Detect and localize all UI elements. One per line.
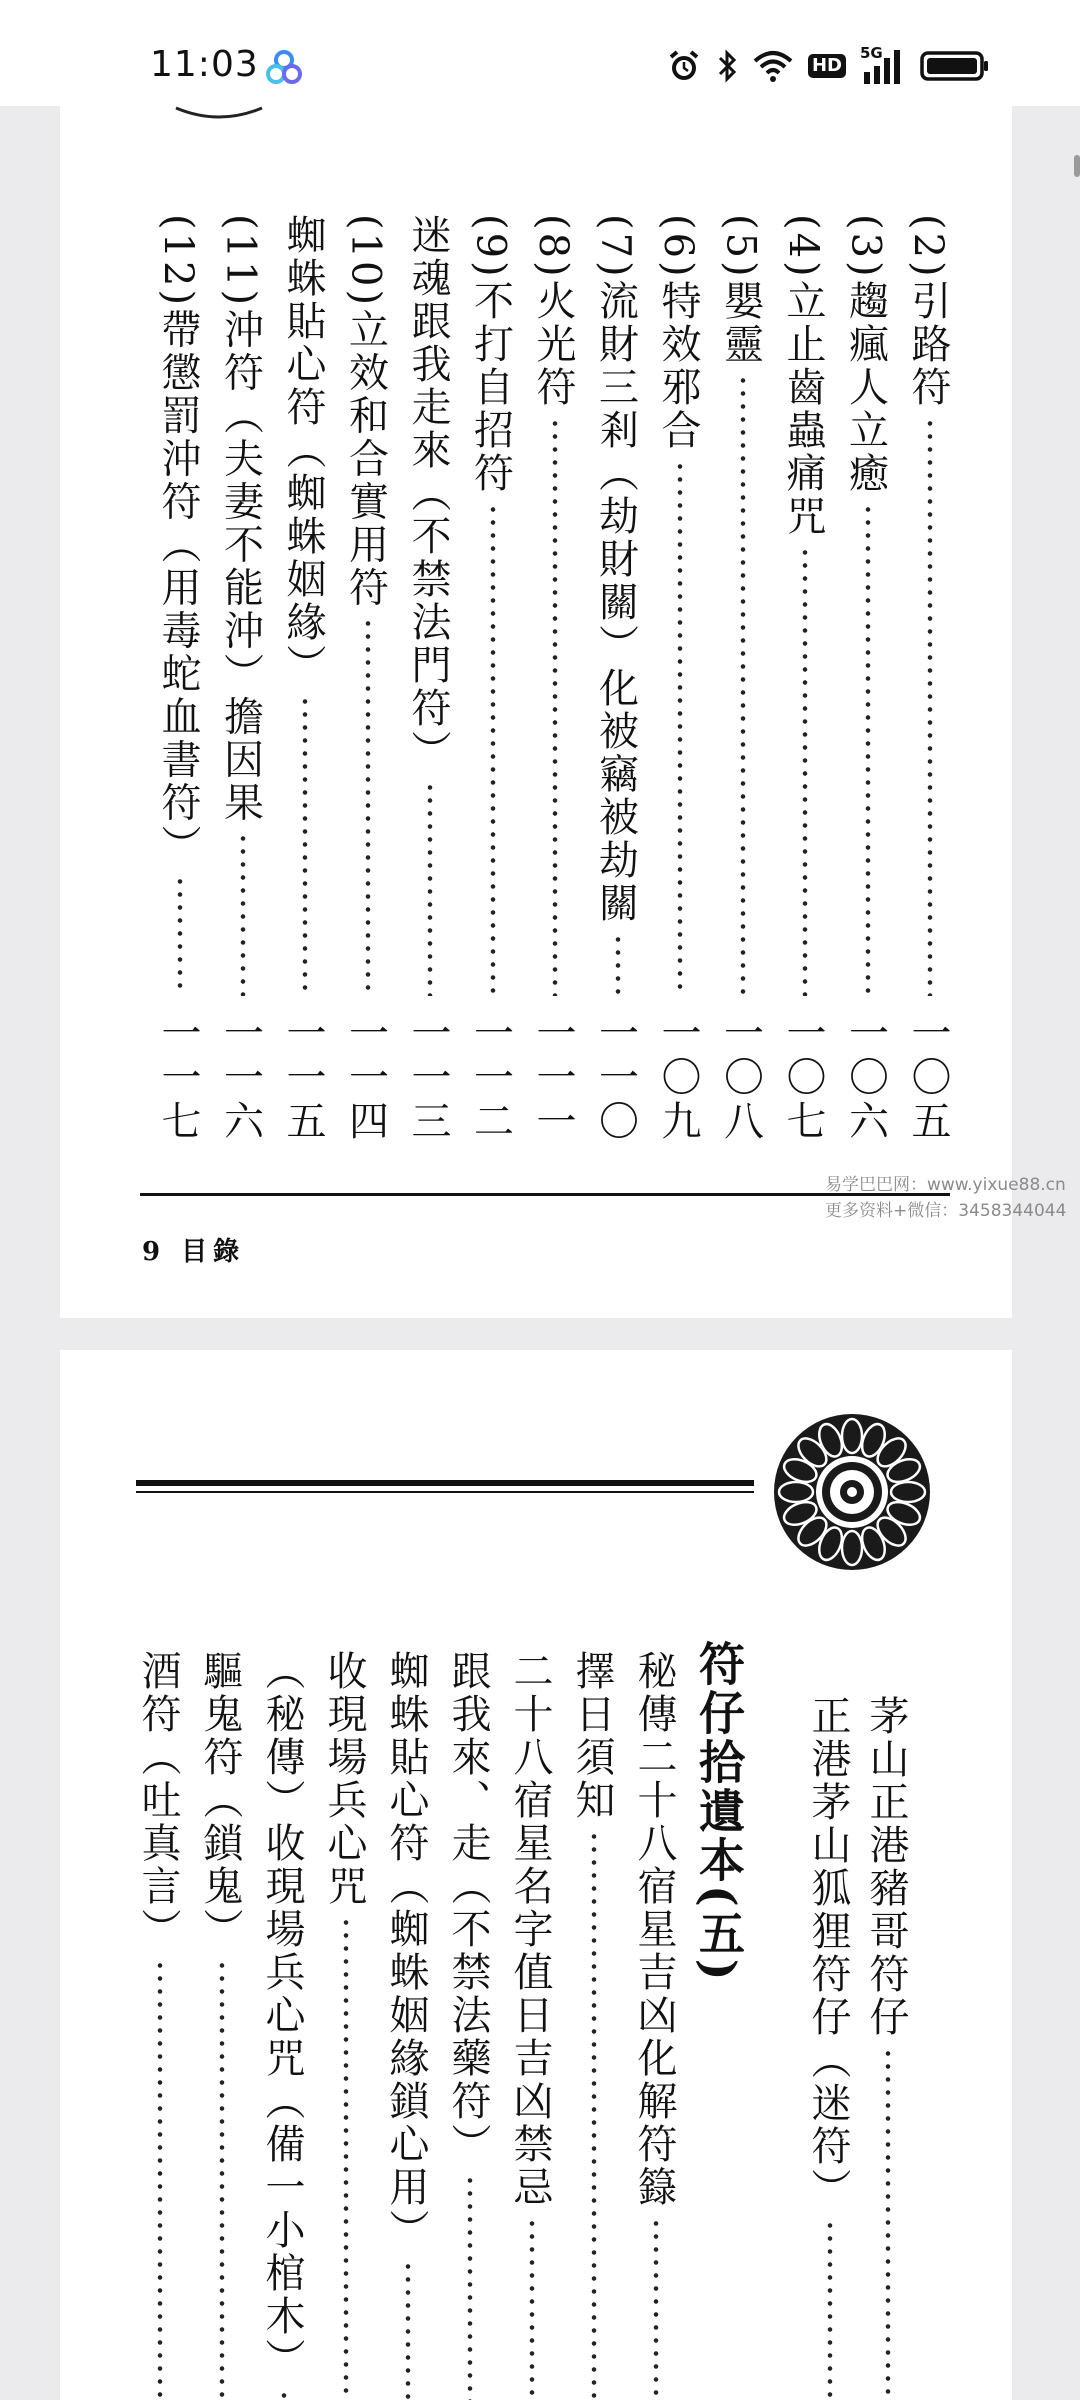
toc-leader-dots [490, 503, 496, 996]
toc-entry-title: 二十八宿星名字值日吉凶禁忌 [507, 1650, 553, 2209]
alarm-icon [666, 48, 702, 84]
toc-leader-dots [467, 2174, 473, 2400]
toc-entry-title: (4)立止齒蟲痛咒 [780, 214, 826, 538]
toc-entry-title: 驅鬼符（鎖鬼） [197, 1650, 243, 1951]
toc-leader-dots [365, 617, 371, 996]
toc-leader-dots [343, 1916, 349, 2400]
toc-leader-dots [405, 2260, 411, 2400]
toc-entry-title: (7)流財三剎（劫財關）化被竊被劫關 [592, 214, 639, 925]
toc-leader-dots [802, 546, 808, 996]
toc-entry-title: 秘傳二十八宿星吉凶化解符籙 [631, 1650, 677, 2209]
bluetooth-icon [716, 48, 738, 84]
toc-leader-dots [219, 1959, 225, 2400]
toc-entry-page-number: 一一二 [467, 1012, 514, 1144]
toc-entry-title: (2)引路符 [905, 214, 951, 409]
toc-leader-dots [927, 417, 933, 996]
toc-leader-dots [653, 2217, 659, 2400]
battery-icon [920, 48, 990, 84]
status-bar [0, 0, 1080, 106]
lotus-emblem-icon [772, 1412, 932, 1572]
toc-entry-title: (8)火光符 [530, 214, 576, 409]
header-rule-thin [136, 1491, 754, 1493]
watermark [825, 1172, 1066, 1224]
toc-leader-dots [885, 2047, 891, 2400]
status-icons [666, 46, 990, 86]
toc-entry-page-number: 一一〇 [592, 1012, 639, 1144]
ornament-fragment [174, 106, 264, 120]
toc-entry-page-number: 一〇九 [655, 1012, 701, 1144]
toc-entry-title: 正港茅山狐狸符仔（迷符） [805, 1695, 851, 2211]
status-time: 11:03 [150, 44, 259, 85]
toc-entry-page-number: 一一三 [405, 1012, 451, 1144]
toc-entry-page-number: 一〇八 [717, 1012, 764, 1144]
toc-entry-title: (12)帶懲罰沖符（用毒蛇血書符） [155, 214, 201, 868]
toc-leader-dots [865, 503, 871, 996]
toc-entry-title: (6)特效邪合 [655, 214, 701, 452]
toc-leader-dots [177, 875, 183, 996]
toc-entry-title: 跟我來、走（不禁法藥符） [445, 1650, 491, 2166]
toc-entry-page-number: 一一四 [342, 1012, 389, 1144]
section-heading: 符仔拾遺本(五) [692, 1640, 746, 1984]
toc-entry-page-number: 一一五 [280, 1012, 326, 1144]
header-rule-thick [136, 1480, 754, 1486]
toc-leader-dots [281, 2389, 287, 2400]
toc-leader-dots [740, 374, 746, 996]
toc-entry-page-number: 一一一 [530, 1012, 576, 1144]
signal-icon [860, 44, 906, 84]
toc-leader-dots [615, 933, 621, 996]
wifi-icon [752, 48, 794, 84]
hd-icon: HD [808, 54, 846, 78]
toc-entry-title: （秘傳）收現場兵心咒（備一小棺木） [259, 1650, 305, 2381]
toc-entry-title: (9)不打自招符 [467, 214, 514, 495]
toc-leader-dots [677, 460, 683, 996]
toc-leader-dots [827, 2219, 833, 2400]
page-table-of-contents-9 [60, 106, 1012, 1318]
toc-entry-title: (10)立效和合實用符 [342, 214, 389, 610]
network-type-label: 5G [860, 44, 883, 62]
toc-entry-title: (5)嬰靈 [717, 214, 764, 366]
toc-leader-dots [552, 417, 558, 996]
toc-entry-page-number: 一〇七 [780, 1012, 826, 1144]
toc-leader-dots [240, 832, 246, 996]
toc-entry-title: 蜘蛛貼心符（蜘蛛姻緣） [280, 214, 326, 687]
toc-entry-page-number: 一一六 [217, 1012, 264, 1144]
toc-leader-dots [591, 1830, 597, 2400]
scrollbar-thumb[interactable] [1074, 155, 1080, 177]
toc-entry-page-number: 一一七 [155, 1012, 201, 1144]
app-logo-icon [264, 48, 304, 88]
watermark-line-1: 易学巴巴网：www.yixue88.cn [825, 1175, 1066, 1195]
toc-entry-title: 迷魂跟我走來（不禁法門符） [405, 214, 451, 773]
toc-entry-title: 酒符（吐真言） [135, 1650, 181, 1951]
toc-entry-page-number: 一〇六 [842, 1012, 889, 1144]
toc-entry-title: 蜘蛛貼心符（蜘蛛姻緣鎖心用） [383, 1650, 429, 2252]
toc-entry-title: 收現場兵心咒 [321, 1650, 367, 1908]
page-footer: 9 目錄 [142, 1237, 246, 1267]
watermark-line-2: 更多资料+微信：3458344044 [825, 1201, 1067, 1221]
toc-entry-title: (11)沖符（夫妻不能沖）擔因果 [217, 214, 264, 825]
toc-leader-dots [302, 695, 308, 996]
toc-leader-dots [157, 1959, 163, 2400]
toc-leader-dots [529, 2217, 535, 2400]
toc-entry-title: 擇日須知 [569, 1650, 615, 1822]
toc-leader-dots [427, 781, 433, 996]
toc-entry-title: (3)趨瘋人立癒 [842, 214, 889, 495]
toc-entry-page-number: 一〇五 [905, 1012, 951, 1144]
toc-entry-title: 茅山正港豬哥符仔 [863, 1695, 909, 2039]
